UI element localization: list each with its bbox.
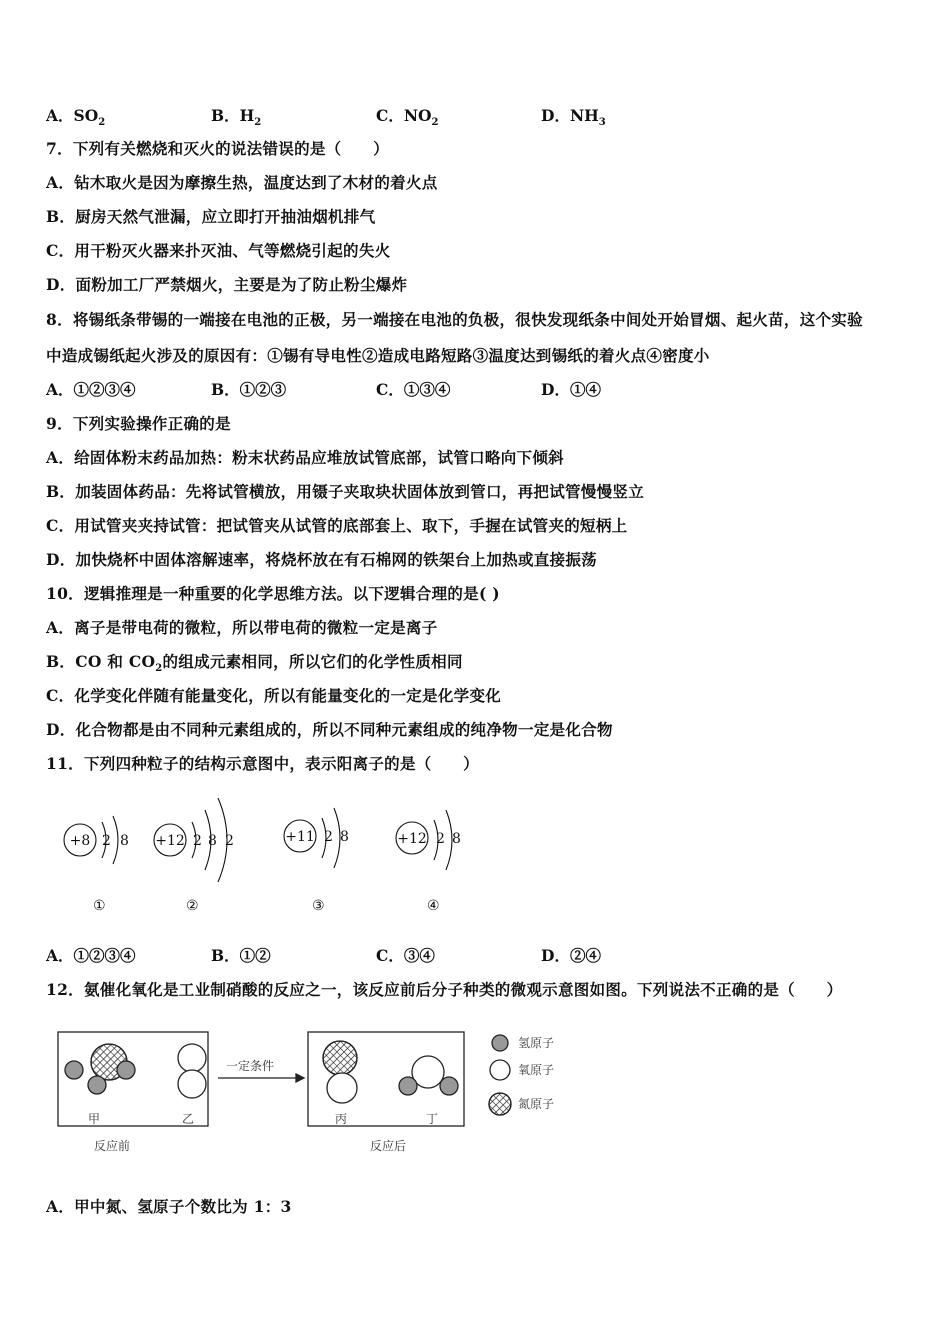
q11-option-a: A．①②③④ [46, 946, 136, 965]
q8-option-c: C．①③④ [376, 380, 451, 399]
svg-text:2: 2 [225, 833, 234, 849]
q9-option-b: B．加装固体药品：先将试管横放，用镊子夹取块状固体放到管口，再把试管慢慢竖立 [46, 482, 645, 501]
q8-option-d: D．①④ [541, 380, 601, 399]
atom-diagram-2 [154, 798, 234, 914]
q7-option-a: A．钻木取火是因为摩擦生热，温度达到了木材的着火点 [46, 173, 438, 192]
q10-option-c: C．化学变化伴随有能量变化，所以有能量变化的一定是化学变化 [46, 686, 502, 705]
legend-hydrogen: 氢原子 [518, 1036, 555, 1050]
q12-stem: 12．氨催化氧化是工业制硝酸的反应之一，该反应前后分子种类的微观示意图如图。下列说法不正确的是（ ） [46, 980, 843, 999]
legend-nitrogen: 氮原子 [518, 1097, 555, 1111]
q6-option-b: B．$H_2$ [211, 106, 262, 129]
q12-reaction-diagram [50, 1020, 590, 1170]
svg-text:+12: +12 [397, 831, 427, 847]
q6-option-d: D．$NH_3$ [541, 106, 606, 129]
q10-option-a: A．离子是带电荷的微粒，所以带电荷的微粒一定是离子 [46, 618, 438, 637]
q11-atom-diagrams [50, 780, 490, 920]
q9-option-a: A．给固体粉末药品加热：粉末状药品应堆放试管底部，试管口略向下倾斜 [46, 448, 564, 467]
q8-option-a: A．①②③④ [46, 380, 136, 399]
q10-option-d: D．化合物都是由不同种元素组成的，所以不同种元素组成的纯净物一定是化合物 [46, 720, 613, 739]
q7-option-b: B．厨房天然气泄漏，应立即打开抽油烟机排气 [46, 207, 376, 226]
q11-option-d: D．②④ [541, 946, 601, 965]
q7-option-c: C．用干粉灭火器来扑灭油、气等燃烧引起的失火 [46, 241, 391, 260]
svg-text:②: ② [186, 898, 199, 914]
molecule-jia [65, 1044, 135, 1094]
molecule-bing [323, 1041, 357, 1103]
q9-option-c: C．用试管夹夹持试管：把试管夹从试管的底部套上、取下，手握在试管夹的短柄上 [46, 516, 628, 535]
svg-text:8: 8 [120, 833, 129, 849]
label-before: 反应前 [94, 1139, 131, 1153]
atom-diagram-3 [284, 808, 349, 914]
svg-text:③: ③ [312, 898, 325, 914]
svg-text:④: ④ [427, 898, 440, 914]
q7-stem: 7．下列有关燃烧和灭火的说法错误的是（ ） [46, 139, 389, 158]
q11-option-b: B．①② [211, 946, 271, 965]
svg-text:2: 2 [193, 833, 202, 849]
label-yi: 乙 [182, 1112, 195, 1126]
q7-option-d: D．面粉加工厂严禁烟火，主要是为了防止粉尘爆炸 [46, 275, 408, 294]
q12-option-a: A．甲中氮、氢原子个数比为 1：3 [46, 1197, 292, 1216]
svg-text:8: 8 [452, 831, 461, 847]
q8-stem-line2: 中造成锡纸起火涉及的原因有：①锡有导电性②造成电路短路③温度达到锡纸的着火点④密度小 [46, 346, 710, 365]
molecule-yi [178, 1044, 206, 1098]
q11-option-c: C．③④ [376, 946, 435, 965]
atom-diagram-1 [64, 816, 129, 914]
q6-option-c: C．$NO_2$ [376, 106, 439, 129]
q11-stem: 11．下列四种粒子的结构示意图中，表示阳离子的是（ ） [46, 754, 479, 773]
svg-text:8: 8 [340, 829, 349, 845]
label-ding: 丁 [426, 1112, 439, 1126]
legend [489, 1035, 511, 1115]
q6-option-a: A．$SO_2$ [46, 106, 106, 129]
reaction-condition: 一定条件 [226, 1059, 275, 1073]
q9-option-d: D．加快烧杯中固体溶解速率，将烧杯放在有石棉网的铁架台上加热或直接振荡 [46, 550, 597, 569]
atom-diagram-4 [396, 810, 461, 914]
svg-text:+8: +8 [69, 833, 91, 849]
label-jia: 甲 [88, 1112, 101, 1126]
svg-text:2: 2 [102, 833, 111, 849]
svg-text:2: 2 [324, 829, 333, 845]
q8-option-b: B．①②③ [211, 380, 287, 399]
svg-text:+11: +11 [285, 829, 315, 845]
molecule-ding [399, 1056, 458, 1095]
legend-oxygen: 氧原子 [518, 1063, 555, 1077]
label-bing: 丙 [335, 1112, 348, 1126]
q9-stem: 9．下列实验操作正确的是 [46, 414, 231, 433]
q10-stem: 10．逻辑推理是一种重要的化学思维方法。以下逻辑合理的是( ) [46, 584, 500, 603]
svg-text:8: 8 [208, 833, 217, 849]
svg-text:①: ① [93, 898, 106, 914]
q8-stem-line1: 8．将锡纸条带锡的一端接在电池的正极，另一端接在电池的负极，很快发现纸条中间处开始冒烟、起火苗，这个实验 [46, 310, 863, 329]
svg-text:2: 2 [436, 831, 445, 847]
svg-text:+12: +12 [155, 833, 185, 849]
label-after: 反应后 [370, 1139, 407, 1153]
q10-option-b: B．CO 和 $CO_2$的组成元素相同，所以它们的化学性质相同 [46, 652, 463, 675]
